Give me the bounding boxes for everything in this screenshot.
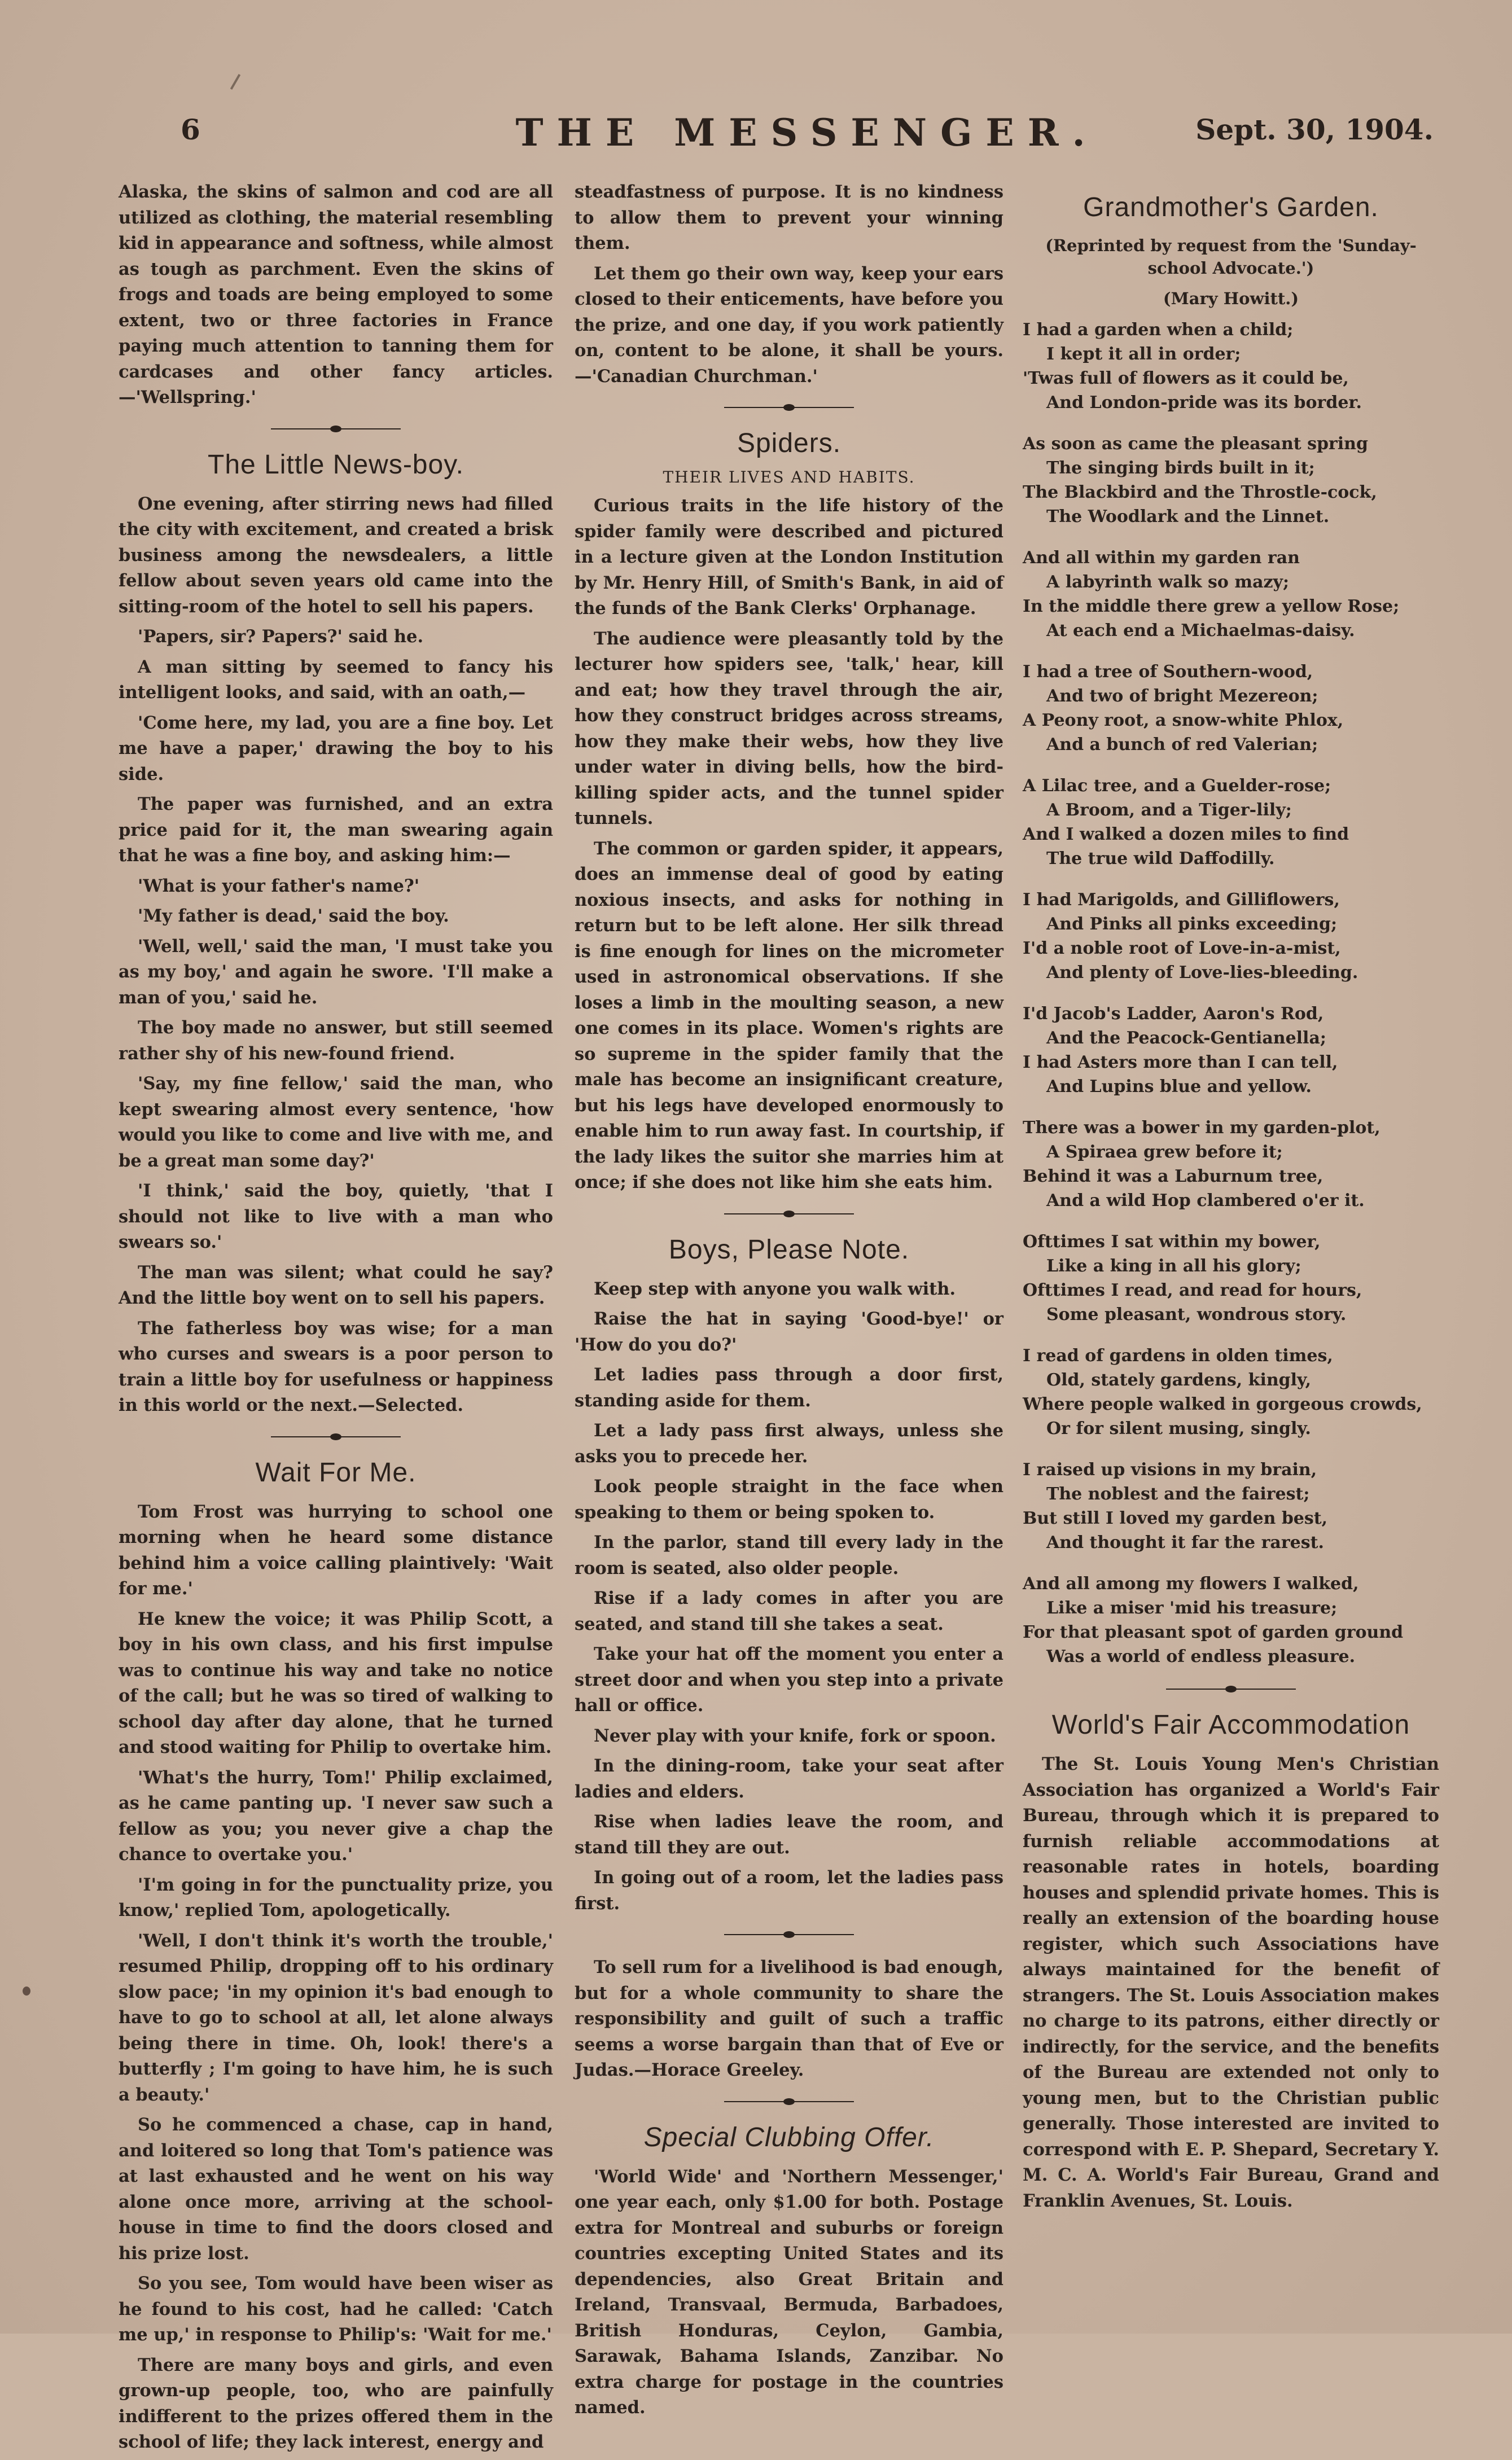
poem-line: Was a world of endless pleasure.: [1046, 1647, 1356, 1667]
page-number: 6: [181, 113, 200, 146]
poem-stanza: [1023, 888, 1439, 985]
poem-line: Where people walked in gorgeous crowds,: [1023, 1395, 1422, 1414]
paragraph: 'Well, well,' said the man, 'I must take you as my boy,' and again he swore. 'I'll make a man of you,' said he.: [119, 936, 553, 1008]
poem-line: A Broom, and a Tiger-lily;: [1046, 800, 1292, 820]
poem-stanza: [1023, 1344, 1439, 1441]
poem-line: Or for silent musing, singly.: [1046, 1419, 1311, 1439]
poem-line: Old, stately gardens, kingly,: [1046, 1370, 1312, 1390]
poem-line: And two of bright Mezereon;: [1046, 686, 1318, 706]
article-title: Spiders.: [737, 428, 842, 458]
paragraph: 'I'm going in for the punctuality prize, you know,' replied Tom, apologetically.: [119, 1874, 553, 1920]
article-title: Boys, Please Note.: [668, 1234, 910, 1265]
section-divider: [724, 1931, 854, 1938]
section-divider: [1166, 1686, 1296, 1692]
quote-paragraph: To sell rum for a livelihood is bad enough, but for a whole community to share the responsibility and guilt of such a traffic seems a worse bargain than that of Eve or Judas.—Horace Greeley.: [575, 1957, 1003, 2080]
poem-line: Ofttimes I sat within my bower,: [1023, 1232, 1321, 1252]
paragraph: The fatherless boy was wise; for a man who curses and swears is a poor person to train a little boy for usefulness or happiness in this world or the next.—Selected.: [119, 1318, 553, 1415]
poem-line: And I walked a dozen miles to find: [1023, 825, 1349, 844]
poem-line: I kept it all in order;: [1046, 344, 1241, 364]
ink-smudge: [23, 1987, 30, 1996]
section-divider: [724, 1211, 854, 1217]
article-title: The Little News-boy.: [208, 449, 464, 480]
paragraph: Let a lady pass first always, unless she asks you to precede her.: [575, 1420, 1003, 1467]
poem-line: And the Peacock-Gentianella;: [1046, 1028, 1326, 1048]
wait-body: [119, 1499, 553, 2455]
poem-line: There was a bower in my garden-plot,: [1023, 1118, 1380, 1138]
poem-line: As soon as came the pleasant spring: [1023, 434, 1368, 454]
poem-stanza: [1023, 318, 1439, 415]
paragraph: 'My father is dead,' said the boy.: [138, 906, 449, 926]
paragraph: Curious traits in the life history of the spider family were described and pictured in a lecture given at the London Institution by Mr. Henry Hill, of Smith's Bank, in aid of the funds of the Bank Clerks' Orphanage.: [575, 495, 1003, 619]
poem-stanza: [1023, 774, 1439, 871]
poem-line: The Blackbird and the Throstle-cock,: [1023, 483, 1377, 502]
poem-line: I had Marigolds, and Gilliflowers,: [1023, 890, 1340, 910]
paragraph: Never play with your knife, fork or spoon.: [594, 1725, 996, 1746]
poem-line: The noblest and the fairest;: [1046, 1484, 1310, 1504]
poem-line: A Lilac tree, and a Guelder-rose;: [1023, 776, 1331, 796]
poem-stanza: [1023, 1458, 1439, 1555]
section-divider: [271, 1433, 401, 1440]
paragraph: The paper was furnished, and an extra price paid for it, the man swearing again that he was a fine boy, and asking him:—: [119, 794, 553, 866]
section-divider: [724, 404, 854, 411]
poem-line: Like a king in all his glory;: [1046, 1256, 1301, 1276]
paragraph: Rise when ladies leave the room, and stand till they are out.: [575, 1812, 1003, 1858]
poem-line: A Peony root, a snow-white Phlox,: [1023, 711, 1344, 730]
poem-title: Grandmother's Garden.: [1083, 192, 1379, 222]
poem-line: The Woodlark and the Linnet.: [1046, 507, 1330, 527]
reprint-note: (Reprinted by request from the 'Sunday-school Advocate.'): [1045, 236, 1417, 278]
paragraph: Look people straight in the face when speaking to them or being spoken to.: [575, 1476, 1003, 1523]
poem-line: I raised up visions in my brain,: [1023, 1460, 1317, 1480]
paragraph: The common or garden spider, it appears, does an immense deal of good by eating noxious insects, and asks for nothing in return but to be left alone. Her silk thread is fine enough for lines on the micrometer used in astronomical observations. If she loses a limb in the moulting season, a new one comes in its place. Women's rights are so supreme in the spider family that the male has become an insignificant creature, but his legs have developed enormously to enable him to run away fast. In courtship, if the lady likes the suitor she marries him at once; if she does not like him she eats him.: [575, 838, 1003, 1192]
poem-line: A Spiraea grew before it;: [1046, 1142, 1283, 1162]
paragraph: 'I think,' said the boy, quietly, 'that I should not like to live with a man who swears so.': [119, 1181, 553, 1252]
poem-body: [1023, 318, 1439, 1669]
poem-line: Ofttimes I read, and read for hours,: [1023, 1281, 1362, 1300]
poem-stanza: [1023, 1230, 1439, 1327]
paragraph: So he commenced a chase, cap in hand, and loitered so long that Tom's patience was at last exhausted and he went on his way alone once more, arriving at the school-house in time to find the doors closed and his prize lost.: [119, 2115, 553, 2264]
column-3: [1023, 179, 1439, 2218]
poem-line: In the middle there grew a yellow Rose;: [1023, 597, 1400, 616]
pen-mark: [230, 74, 240, 90]
poem-line: I'd a noble root of Love-in-a-mist,: [1023, 939, 1341, 958]
paragraph: The boy made no answer, but still seemed rather shy of his new-found friend.: [119, 1018, 553, 1064]
paragraph: Keep step with anyone you walk with.: [594, 1278, 956, 1299]
continued-paragraph: steadfastness of purpose. It is no kindness to allow them to prevent your winning them.: [575, 182, 1003, 253]
paragraph: So you see, Tom would have been wiser as he found to his cost, had he called: 'Catch me up,' in response to Philip's: 'Wait for me.': [119, 2273, 553, 2345]
column-2: [575, 179, 1003, 2426]
paragraph: The audience were pleasantly told by the lecturer how spiders see, 'talk,' hear, kill and eat; how they travel through the air, how they construct bridges across streams, how they make their webs, how they live under water in diving bells, how the bird-killing spider acts, and the tunnel spider tunnels.: [575, 628, 1003, 828]
paragraph: In the parlor, stand till every lady in the room is seated, also older people.: [575, 1532, 1003, 1578]
poem-line: I had a tree of Southern-wood,: [1023, 662, 1313, 682]
poem-line: And plenty of Love-lies-bleeding.: [1046, 963, 1358, 983]
paragraph: Rise if a lady comes in after you are seated, and stand till she takes a seat.: [575, 1588, 1003, 1634]
paragraph: He knew the voice; it was Philip Scott, a boy in his own class, and his first impulse was to continue his way and take no notice of the call; but he was so tired of walking to school day after day alone, that he turned and stood waiting for Philip to overtake him.: [119, 1608, 553, 1757]
paragraph: One evening, after stirring news had filled the city with excitement, and created a brisk business among the newsdealers, a little fellow about seven years old came into the sitting-room of the hotel to sell his papers.: [119, 493, 553, 617]
paragraph: In going out of a room, let the ladies pass first.: [575, 1867, 1003, 1914]
poem-line: And a wild Hop clambered o'er it.: [1046, 1191, 1365, 1211]
poem-line: The singing birds built in it;: [1046, 458, 1315, 478]
poem-line: 'Twas full of flowers as it could be,: [1023, 369, 1349, 388]
poem-line: And Lupins blue and yellow.: [1046, 1077, 1312, 1097]
poem-line: I'd Jacob's Ladder, Aaron's Rod,: [1023, 1004, 1324, 1024]
poem-line: I had Asters more than I can tell,: [1023, 1053, 1338, 1072]
paper-title: THE MESSENGER.: [515, 111, 1099, 155]
poem-line: At each end a Michaelmas-daisy.: [1046, 621, 1355, 641]
paragraph: Raise the hat in saying 'Good-bye!' or 'How do you do?': [575, 1309, 1003, 1355]
poem-author: (Mary Howitt.): [1163, 289, 1299, 308]
paragraph: Let ladies pass through a door first, standing aside for them.: [575, 1365, 1003, 1411]
poem-line: And all within my garden ran: [1023, 548, 1300, 568]
poem-stanza: [1023, 660, 1439, 757]
poem-line: I read of gardens in olden times,: [1023, 1346, 1333, 1366]
paragraph: 'What is your father's name?': [138, 875, 420, 896]
poem-line: And all among my flowers I walked,: [1023, 1574, 1359, 1594]
article-title: Special Clubbing Offer.: [643, 2122, 935, 2152]
poem-line: Like a miser 'mid his treasure;: [1046, 1598, 1338, 1618]
poem-line: But still I loved my garden best,: [1023, 1509, 1328, 1528]
poem-line: And Pinks all pinks exceeding;: [1046, 914, 1338, 934]
paragraph: The St. Louis Young Men's Christian Association has organized a World's Fair Bureau, through which it is prepared to furnish reliable accommodations at reasonable rates in hotels, boarding houses and splendid private homes. This is really an extension of the boarding house register, which such Associations have always maintained for the benefit of strangers. The St. Louis Association makes no charge to its patrons, either directly or indirectly, for the service, and the benefits of the Bureau are extended not only to young men, but to the Christian public generally. Those interested are invited to correspond with E. P. Shepard, Secretary Y. M. C. A. World's Fair Bureau, Grand and Franklin Avenues, St. Louis.: [1023, 1754, 1439, 2211]
article-title: World's Fair Accommodation: [1051, 1710, 1410, 1740]
poem-stanza: [1023, 546, 1439, 643]
article-subtitle: THEIR LIVES AND HABITS.: [663, 468, 915, 486]
paragraph: 'World Wide' and 'Northern Messenger,' one year each, only $1.00 for both. Postage extra for Montreal and suburbs or foreign countries excepting United States and its dependencies, also Great Britain and Ireland, Transvaal, Bermuda, Barbadoes, British Honduras, Ceylon, Gambia, Sarawak, Bahama Islands, Zanzibar. No extra charge for postage in the countries named.: [575, 2166, 1003, 2418]
issue-date: Sept. 30, 1904.: [1195, 113, 1434, 146]
poem-line: And a bunch of red Valerian;: [1046, 735, 1318, 755]
poem-line: Some pleasant, wondrous story.: [1046, 1305, 1347, 1325]
paragraph: A man sitting by seemed to fancy his intelligent looks, and said, with an oath,—: [119, 656, 553, 703]
paragraph: 'What's the hurry, Tom!' Philip exclaimed, as he came panting up. 'I never saw such a fellow as you; you never give a chap the chance to overtake you.': [119, 1767, 553, 1865]
poem-stanza: [1023, 1572, 1439, 1669]
paragraph: Take your hat off the moment you enter a street door and when you step into a private hall or office.: [575, 1644, 1003, 1716]
poem-line: And thought it far the rarest.: [1046, 1533, 1324, 1553]
poem-stanza: [1023, 432, 1439, 529]
paragraph: 'Say, my fine fellow,' said the man, who kept swearing almost every sentence, 'how would you like to come and live with me, and be a great man some day?': [119, 1073, 553, 1171]
paragraph: In the dining-room, take your seat after ladies and elders.: [575, 1756, 1003, 1802]
newsboy-body: [119, 492, 553, 1419]
paragraph: There are many boys and girls, and even grown-up people, too, who are painfully indifferent to the prizes offered them in the school of life; they lack interest, energy and: [119, 2354, 553, 2452]
paragraph: 'Well, I don't think it's worth the trouble,' resumed Philip, dropping off to his ordinary slow pace; 'in my opinion it's bad enough to have to go to school at all, let alone always being there in time. Oh, look! there's a butterfly ; I'm going to have him, he is such a beauty.': [119, 1930, 553, 2105]
paragraph: 'Come here, my lad, you are a fine boy. Let me have a paper,' drawing the boy to his side.: [119, 712, 553, 784]
masthead: [181, 113, 1434, 175]
poem-line: The true wild Daffodilly.: [1046, 849, 1275, 869]
paragraph: Tom Frost was hurrying to school one morning when he heard some distance behind him a voice calling plaintively: 'Wait for me.': [119, 1501, 553, 1599]
paragraph: The man was silent; what could he say? And the little boy went on to sell his papers.: [119, 1262, 553, 1308]
paragraph: 'Papers, sir? Papers?' said he.: [138, 626, 424, 647]
section-divider: [271, 426, 401, 432]
poem-line: For that pleasant spot of garden ground: [1023, 1623, 1404, 1642]
column-1: [119, 179, 553, 2460]
poem-line: And London-pride was its border.: [1046, 393, 1362, 413]
continued-paragraph: Alaska, the skins of salmon and cod are all utilized as clothing, the material resembling kid in appearance and softness, while almost as tough as parchment. Even the skins of frogs and toads are being employed to some extent, two or three factories in France paying much attention to tanning them for cardcases and other fancy articles.—'Wellspring.': [119, 182, 553, 407]
section-divider: [724, 2098, 854, 2105]
poem-stanza: [1023, 1002, 1439, 1099]
paragraph: Let them go their own way, keep your ears closed to their enticements, have before you the prize, and one day, if you work patiently on, content to be alone, it shall be yours.—'Canadian Churchman.': [575, 263, 1003, 387]
poem-line: Behind it was a Laburnum tree,: [1023, 1167, 1323, 1186]
article-title: Wait For Me.: [255, 1457, 417, 1488]
poem-stanza: [1023, 1116, 1439, 1213]
poem-line: I had a garden when a child;: [1023, 320, 1294, 340]
poem-line: A labyrinth walk so mazy;: [1046, 572, 1290, 592]
